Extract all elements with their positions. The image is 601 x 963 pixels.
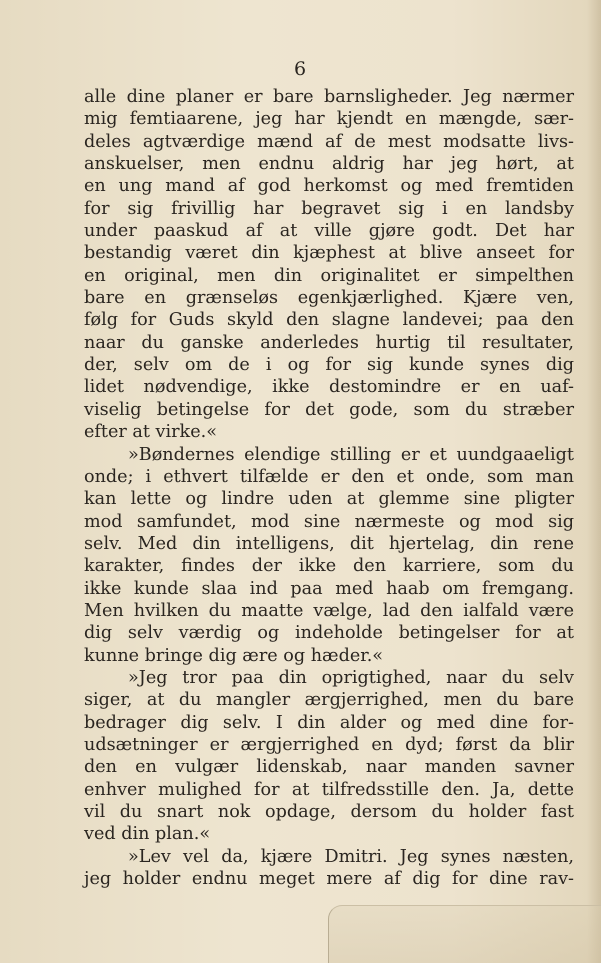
text-line: kunne bringe dig ære og hæder.« <box>84 645 384 666</box>
text-line: onde; i ethvert tilfælde er den et onde, som man <box>84 466 574 487</box>
text-line: lidet nødvendige, ikke destomindre er en uaf- <box>84 377 574 398</box>
text-line: en original, men din originalitet er simpelthen <box>84 265 574 286</box>
text-line: bestandig været din kjæphest at blive anseet for <box>84 243 574 264</box>
text-line: vil du snart nok opdage, dersom du holder fast <box>84 802 574 822</box>
page-edge-shadow <box>587 0 601 963</box>
text-line: en ung mand af god herkomst og med fremtiden <box>84 176 574 197</box>
text-line: ikke kunde slaa ind paa med haab om fremgang. <box>84 578 574 599</box>
text-line: efter at virke.« <box>84 422 217 443</box>
page-number: 6 <box>293 58 308 80</box>
text-line: »Lev vel da, kjære Dmitri. Jeg synes næsten, <box>128 846 574 867</box>
text-line: karakter, findes der ikke den karriere, som du <box>84 556 574 577</box>
text-line: jeg holder endnu meget mere af dig for dine rav- <box>84 869 574 890</box>
page-corner-fold <box>328 905 601 963</box>
text-line: der, selv om de i og for sig kunde synes dig <box>84 355 574 376</box>
text-line: ved din plan.« <box>84 824 211 845</box>
text-line: alle dine planer er bare barnsligheder. Jeg nærmer <box>84 87 574 107</box>
text-line: for sig frivillig har begravet sig i en landsby <box>84 198 574 219</box>
text-line: Men hvilken du maatte vælge, lad den ialfald være <box>84 600 574 621</box>
text-line: selv. Med din intelligens, dit hjertelag, din rene <box>84 533 574 554</box>
text-line: bedrager dig selv. I din alder og med dine for- <box>84 712 574 733</box>
text-line: deles agtværdige mænd af de mest modsatte livs- <box>84 131 574 152</box>
text-line: udsætninger er ærgjerrighed en dyd; først da blir <box>84 734 574 755</box>
text-line: følg for Guds skyld den slagne landevei; paa den <box>84 310 574 331</box>
body-text <box>84 86 574 890</box>
text-line: »Jeg tror paa din oprigtighed, naar du selv <box>128 667 574 688</box>
text-line: dig selv værdig og indeholde betingelser for at <box>84 623 574 644</box>
text-line: anskuelser, men endnu aldrig har jeg hørt, at <box>84 154 574 175</box>
text-line: bare en grænseløs egenkjærlighed. Kjære ven, <box>84 288 574 309</box>
text-line: viselig betingelse for det gode, som du stræber <box>84 399 574 420</box>
text-line: mod samfundet, mod sine nærmeste og mod sig <box>84 511 574 532</box>
text-line: »Bøndernes elendige stilling er et uundgaaeligt <box>128 444 574 465</box>
text-line: siger, at du mangler ærgjerrighed, men du bare <box>84 690 574 711</box>
text-line: enhver mulighed for at tilfredsstille den. Ja, dette <box>84 779 574 800</box>
text-line: naar du ganske anderledes hurtig til resultater, <box>84 332 574 353</box>
text-line: under paaskud af at ville gjøre godt. Det har <box>84 221 574 242</box>
text-line: kan lette og lindre uden at glemme sine pligter <box>84 489 574 510</box>
text-line: mig femtiaarene, jeg har kjendt en mængde, sær- <box>84 109 574 130</box>
text-line: den en vulgær lidenskab, naar manden savner <box>84 757 574 778</box>
